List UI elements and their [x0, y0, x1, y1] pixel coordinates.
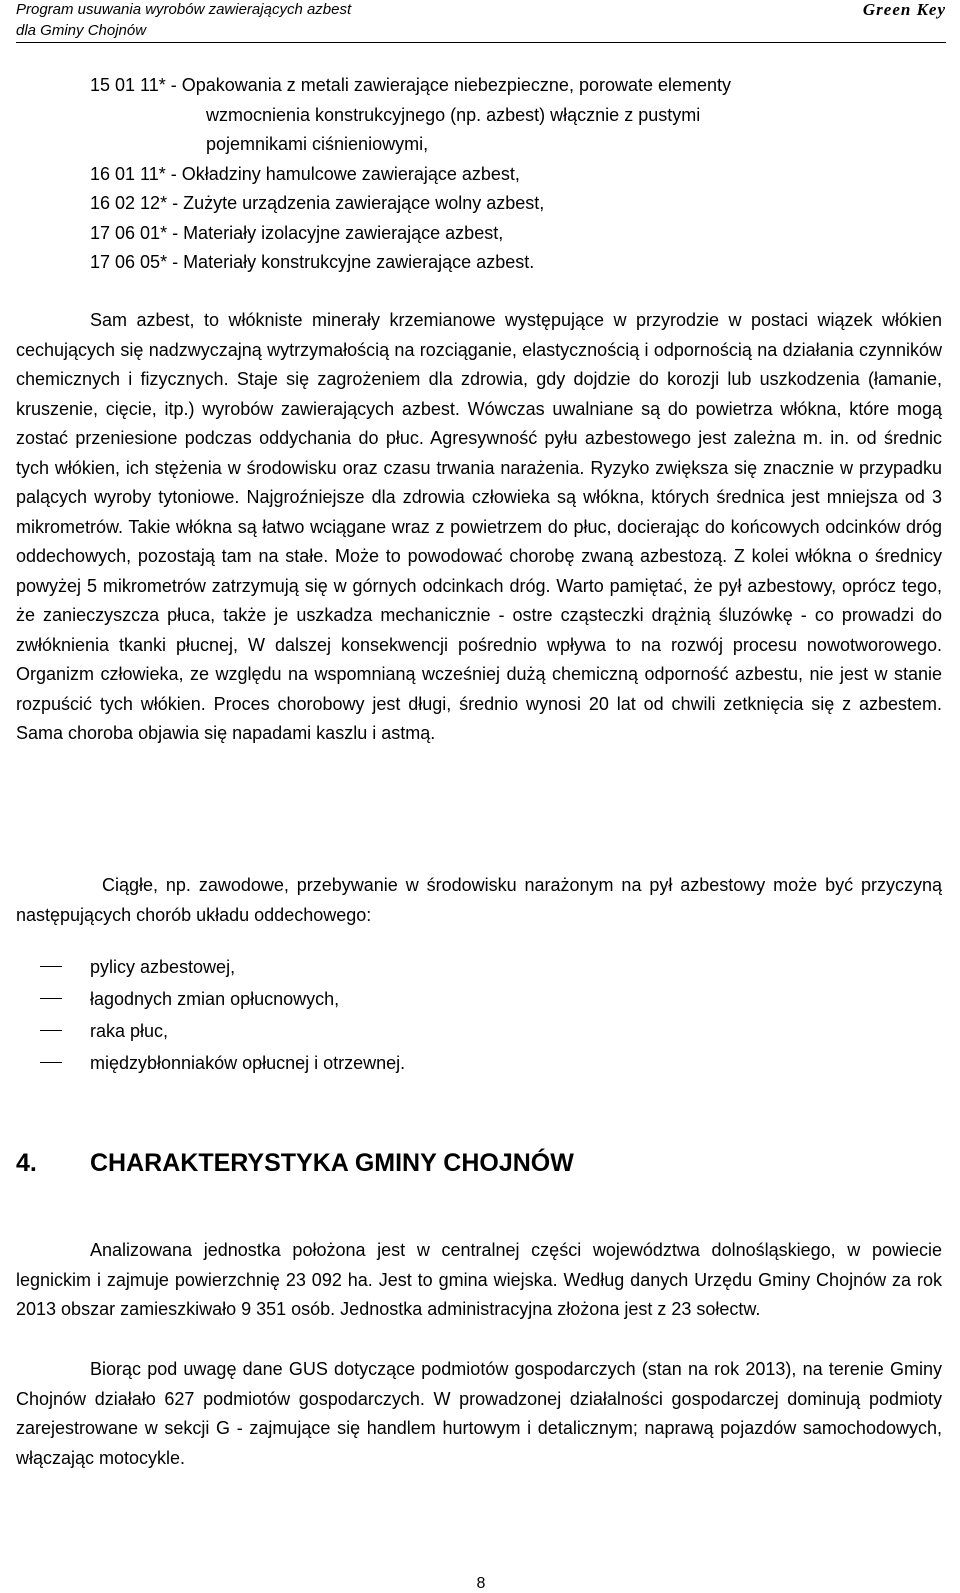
waste-code-item: 15 01 11* - Opakowania z metali zawierające niebezpieczne, porowate elementy: [90, 75, 732, 95]
waste-code-item: 16 02 12* - Zużyte urządzenia zawierające wolny azbest,: [90, 193, 545, 213]
list-item: łagodnych zmian opłucnowych,: [40, 983, 920, 1015]
dash-bullet-icon: [40, 998, 62, 999]
list-item: raka płuc,: [40, 1015, 920, 1047]
paragraph-text: Ciągłe, np. zawodowe, przebywanie w środowisku narażonym na pył azbestowy może być przyczyną następujących chorób układu oddechowego:: [16, 875, 942, 925]
section-title: CHARAKTERYSTYKA GMINY CHOJNÓW: [90, 1149, 574, 1177]
waste-code-item: 16 01 11* - Okładziny hamulcowe zawierające azbest,: [90, 163, 520, 184]
dash-bullet-icon: [40, 1062, 62, 1063]
waste-codes-list: [90, 71, 950, 278]
header-title-line1: Program usuwania wyrobów zawierających azbest: [16, 1, 352, 18]
page-header: [16, 0, 946, 43]
paragraph-diseases-intro: [16, 871, 942, 930]
dash-bullet-icon: [40, 1030, 62, 1031]
waste-code-item: 17 06 05* - Materiały konstrukcyjne zawierające azbest.: [90, 252, 535, 272]
list-item: pylicy azbestowej,: [40, 951, 920, 983]
waste-code-item: 17 06 01* - Materiały izolacyjne zawierające azbest,: [90, 222, 504, 243]
waste-code-item-continuation: wzmocnienia konstrukcyjnego (np. azbest) włącznie z pustymi: [206, 104, 701, 125]
dash-bullet-icon: [40, 966, 62, 967]
section-number: 4.: [16, 1149, 37, 1177]
paragraph-text: Sam azbest, to włókniste minerały krzemianowe występujące w przyrodzie w postaci wiązek włókien cechujących się nadzwyczajną wytrzymałością na rozciąganie, elastycznością i odpornością na działania czynników chemicznych i fizycznych. Staje się zagrożeniem dla zdrowia, gdy dojdzie do korozji lub uszkodzenia (łamanie, kruszenie, cięcie, itp.) wyrobów zawierających azbest. Wówczas uwalniane są do powietrza włókna, które mogą zostać przeniesione podczas oddychania do płuc. Agresywność pyłu azbestowego jest zależna m. in. od średnic tych włókien, ich stężenia w środowisku oraz czasu trwania narażenia. Ryzyko zwiększa się znacznie w przypadku palących wyroby tytoniowe. Najgroźniejsze dla zdrowia człowieka są włókna, których średnica jest mniejsza od 3 mikrometrów. Takie włókna są łatwo wciągane wraz z powietrzem do płuc, docierając do końcowych odcinków dróg oddechowych, pozostają tam na stałe. Może to powodować chorobę zwaną azbestozą. Z kolei włókna o średnicy powyżej 5 mikrometrów zatrzymują się w górnych odcinkach dróg. Warto pamiętać, że pył azbestowy, oprócz tego, że zanieczyszcza płuca, także je uszkadza mechanicznie - ostre cząsteczki drążnią śluzówkę - co prowadzi do zwłóknienia tkanki płucnej, W dalszej konsekwencji pośrednio wpływa to na rozwój procesu nowotworowego. Organizm człowieka, ze względu na wspomnianą wcześniej dużą chemiczną odporność azbestu, nie jest w stanie rozpuścić tych włókien. Proces chorobowy jest długi, średnio wynosi 20 lat od chwili zetknięcia się z azbestem. Sama choroba objawia się napadami kaszlu i astmą.: [16, 310, 942, 743]
paragraph-asbestus-health: [16, 306, 942, 749]
paragraph-text: Biorąc pod uwagę dane GUS dotyczące podmiotów gospodarczych (stan na rok 2013), na terenie Gminy Chojnów działało 627 podmiotów gospodarczych. W prowadzonej działalności gospodarczej dominują podmioty zarejestrowane w sekcji G - zajmujące się handlem hurtowym i detalicznym; naprawą pojazdów samochodowych, włączając motocykle.: [16, 1359, 942, 1468]
section-heading: [16, 1147, 916, 1179]
header-brand: Green Key: [862, 0, 946, 19]
paragraph-location: [16, 1236, 942, 1325]
waste-code-item-continuation: pojemnikami ciśnieniowymi,: [206, 134, 429, 154]
paragraph-businesses: [16, 1355, 942, 1473]
paragraph-text: Analizowana jednostka położona jest w centralnej części województwa dolnośląskiego, w powiecie legnickim i zajmuje powierzchnię 23 092 ha. Jest to gmina wiejska. Według danych Urzędu Gminy Chojnów za rok 2013 obszar zamieszkiwało 9 351 osób. Jednostka administracyjna złożona jest z 23 sołectw.: [16, 1240, 942, 1319]
list-item: międzybłonniaków opłucnej i otrzewnej.: [40, 1047, 920, 1079]
header-title-line2: dla Gminy Chojnów: [16, 22, 147, 39]
diseases-list: [40, 951, 920, 1079]
page-number: 8: [476, 1575, 486, 1592]
